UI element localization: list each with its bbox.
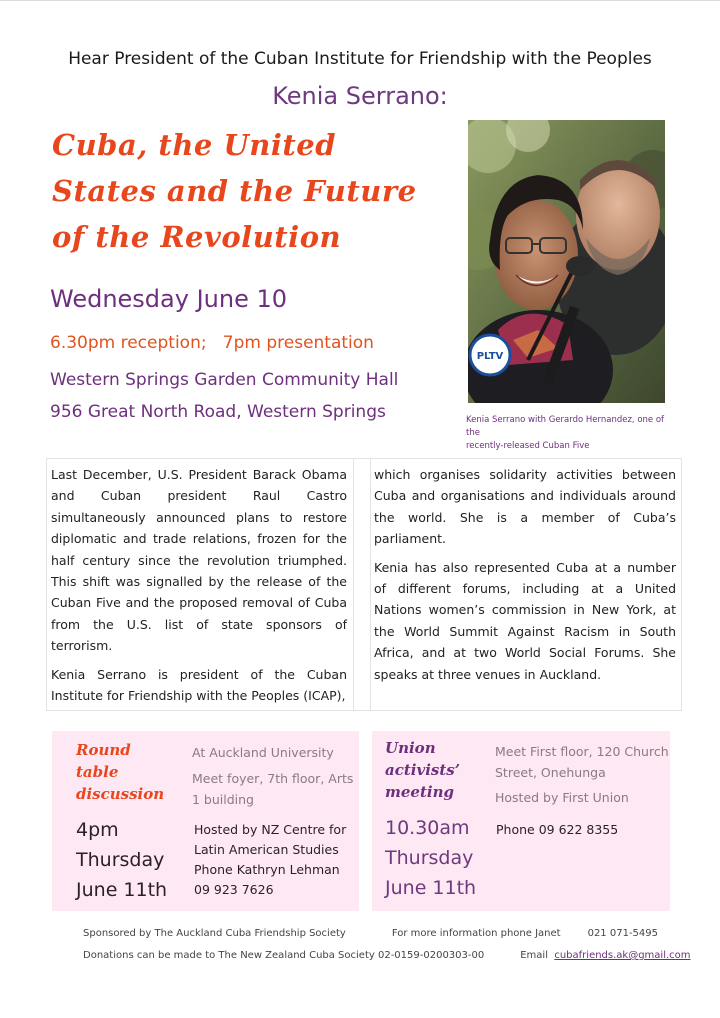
column-divider	[353, 459, 354, 710]
article-column-right	[374, 464, 676, 685]
roundtable-meeting-point	[192, 768, 353, 810]
speaker-name: Kenia Serrano:	[272, 82, 448, 110]
roundtable-schedule	[76, 815, 167, 905]
roundtable-date: June 11th	[76, 879, 168, 901]
roundtable-event-box	[52, 731, 359, 911]
article-paragraph: Kenia has also represented Cuba at a number of different forums, including at a United Nations women’s commission in New York, at the World Summit Against Racism in South Africa, and at two World Social Forums. She speaks at three venues in Auckland.	[374, 559, 676, 682]
speaker-photo-illustration	[468, 120, 665, 403]
union-title-line: activists’	[385, 761, 460, 779]
union-phone: Phone 09 622 8355	[496, 822, 619, 837]
article-paragraph: which organises solidarity activities between Cuba and organisations and individuals around the world. She is a member of Cuba’s parliament.	[374, 467, 676, 547]
union-day: Thursday	[385, 847, 474, 869]
roundtable-time: 4pm	[76, 819, 119, 841]
event-times: 6.30pm reception; 7pm presentation	[50, 333, 374, 353]
article-body	[46, 458, 682, 711]
union-event-box	[372, 731, 670, 911]
mic-flag-label: PLTV	[476, 351, 504, 362]
roundtable-host-line: Hosted by NZ Centre for	[194, 822, 347, 837]
union-meeting-line: Meet First floor, 120 Church	[495, 744, 669, 759]
footer-email-label: Email	[520, 950, 548, 961]
roundtable-phone-line: Phone Kathryn Lehman	[194, 862, 340, 877]
article-paragraph: Kenia Serrano is president of the Cuban Institute for Friendship with the Peoples (ICAP),	[51, 666, 347, 704]
roundtable-title	[76, 739, 164, 805]
union-time: 10.30am	[385, 817, 470, 839]
union-title-line: meeting	[385, 783, 454, 801]
roundtable-title-line: discussion	[76, 785, 165, 803]
union-date: June 11th	[385, 877, 477, 899]
footer-line-1	[83, 928, 658, 939]
roundtable-host-line: Latin American Studies	[194, 842, 339, 857]
roundtable-contact	[194, 820, 346, 900]
union-host: Hosted by First Union	[495, 790, 629, 805]
roundtable-title-line: Round	[76, 741, 131, 759]
union-title	[385, 737, 460, 803]
roundtable-meeting-line: 1 building	[192, 792, 254, 807]
photo-caption	[466, 414, 676, 453]
union-title-line: Union	[385, 739, 436, 757]
footer-email-link[interactable]: cubafriends.ak@gmail.com	[554, 950, 691, 961]
photo-caption-line-1: Kenia Serrano with Gerardo Hernandez, one of the	[466, 415, 665, 438]
event-venue: Western Springs Garden Community Hall	[50, 370, 399, 390]
headline-line-3: of the Revolution	[52, 220, 342, 254]
union-meeting-line: Street, Onehunga	[495, 765, 606, 780]
article-column-left	[51, 464, 347, 706]
top-divider	[0, 0, 720, 1]
headline	[52, 122, 462, 260]
article-paragraph: Last December, U.S. President Barack Obama and Cuban president Raul Castro simultaneously announced plans to restore diplomatic and trade relations, frozen for the half century since the revolution triumphed. This shift was signalled by the release of the Cuban Five and the proposed removal of Cuba from the U.S. list of state sponsors of terrorism.	[51, 467, 347, 654]
union-meeting-point	[495, 741, 669, 783]
footer-sponsor: Sponsored by The Auckland Cuba Friendship Society	[83, 928, 346, 939]
kicker-text: Hear President of the Cuban Institute for Friendship with the Peoples	[68, 49, 652, 69]
event-address: 956 Great North Road, Western Springs	[50, 402, 386, 422]
footer-line-2	[83, 950, 691, 961]
footer-donations: Donations can be made to The New Zealand Cuba Society 02-0159-0200303-00	[83, 950, 485, 961]
roundtable-meeting-line: Meet foyer, 7th floor, Arts	[192, 771, 354, 786]
event-date: Wednesday June 10	[50, 285, 288, 313]
roundtable-title-line: table	[76, 763, 119, 781]
speaker-photo	[468, 120, 665, 403]
photo-caption-line-2: recently-released Cuban Five	[466, 441, 590, 451]
column-divider	[370, 459, 371, 710]
roundtable-location: At Auckland University	[192, 745, 334, 760]
headline-line-2: States and the Future	[52, 174, 417, 208]
roundtable-phone-number: 09 923 7626	[194, 882, 274, 897]
roundtable-day: Thursday	[76, 849, 165, 871]
footer-info: For more information phone Janet	[391, 928, 561, 939]
union-schedule	[385, 813, 476, 903]
headline-line-1: Cuba, the United	[52, 128, 336, 162]
footer-info-phone: 021 071-5495	[587, 928, 658, 939]
